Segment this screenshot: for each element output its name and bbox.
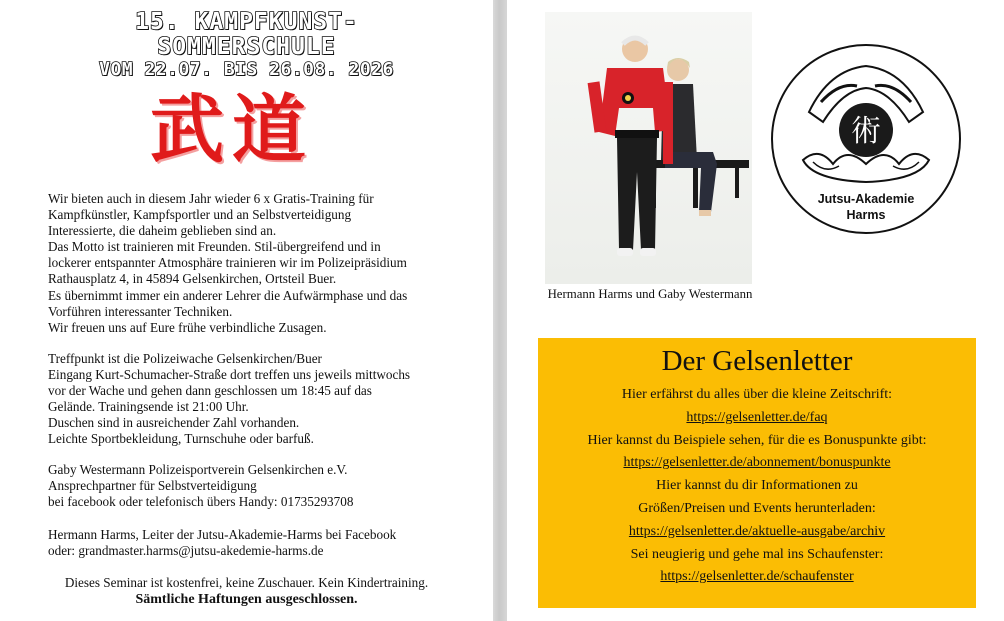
meeting-line: Duschen sind in ausreichender Zahl vorhanden. [48,415,300,431]
instructors-photo [545,12,752,284]
intro-line: Rathausplatz 4, in 45894 Gelsenkirchen, Ortsteil Buer. [48,271,337,287]
flyer-title-line-2: SOMMERSCHULE [157,34,336,60]
schaufenster-link[interactable]: https://gelsenletter.de/schaufenster [660,569,854,585]
intro-line: Es übernimmt immer ein anderer Lehrer die Aufwärmphase und das [48,287,408,303]
contact-line: bei facebook oder telefonisch übers Handy: 01735293708 [48,494,354,510]
right-page [507,0,1004,621]
contact-hermann-paragraph [48,527,468,559]
flyer-title-line-1: 15. KAMPFKUNST- [135,9,358,35]
meeting-point-paragraph [48,351,468,448]
flyer-date-range: VOM 22.07. BIS 26.08. 2026 [99,59,394,80]
bonuspunkte-link[interactable]: https://gelsenletter.de/abonnement/bonuspunkte [623,455,891,471]
meeting-line: Treffpunkt ist die Polizeiwache Gelsenkirchen/Buer [48,351,322,366]
logo-name: Jutsu-Akademie [817,192,915,206]
contact-line: Gaby Westermann Polizeisportverein Gelsenkirchen e.V. [48,462,348,477]
intro-line: Vorführen interessanter Techniken. [48,303,233,319]
budo-kanji: 武道 [150,87,314,173]
logo-symbol: 術 [851,114,881,149]
intro-paragraph [48,191,468,336]
meeting-line: vor der Wache und gehen dann geschlossen um 18:45 auf das [48,383,372,399]
intro-line: Wir bieten auch in diesem Jahr wieder 6 x Gratis-Training für [48,191,374,206]
meeting-line: Leichte Sportbekleidung, Turnschuhe oder barfuß. [48,431,314,447]
page-gutter [493,0,507,621]
intro-line: Interessierte, die daheim geblieben sind an. [48,223,277,239]
liability-disclaimer: Sämtliche Haftungen ausgeschlossen. [135,592,358,607]
contact-line: oder: grandmaster.harms@jutsu-akedemie-harms.de [48,543,324,559]
contact-line: Hermann Harms, Leiter der Jutsu-Akademie-Harms bei Facebook [48,527,397,542]
jutsu-akademie-logo [769,42,963,236]
gelsenletter-text: Hier kannst du Beispiele sehen, für die es Bonuspunkte gibt: [587,432,927,448]
gelsenletter-lines [538,384,976,589]
intro-line: lockerer entspannter Atmosphäre trainieren wir im Polizeipräsidium [48,255,407,271]
contact-gaby-paragraph [48,462,468,510]
contact-line: Ansprechpartner für Selbstverteidigung [48,478,257,494]
meeting-line: Gelände. Trainingsende ist 21:00 Uhr. [48,399,249,415]
gelsenletter-text: Hier kannst du dir Informationen zu [656,478,858,494]
budo-calligraphy [113,86,351,174]
left-page [0,0,493,621]
instructors-illustration [545,12,752,284]
gelsenletter-title: Der Gelsenletter [661,345,853,377]
archiv-link[interactable]: https://gelsenletter.de/aktuelle-ausgabe/archiv [628,523,886,539]
meeting-line: Eingang Kurt-Schumacher-Straße dort treffen uns jeweils mittwochs [48,367,411,383]
gelsenletter-text: Hier erfährst du alles über die kleine Zeitschrift: [621,387,893,402]
intro-line: Wir freuen uns auf Eure frühe verbindliche Zusagen. [48,319,327,335]
gelsenletter-text: Größen/Preisen und Events herunterladen: [638,500,876,516]
faq-link[interactable]: https://gelsenletter.de/faq [686,409,828,425]
logo-name-2: Harms [846,208,886,222]
intro-line: Das Motto ist trainieren mit Freunden. Stil-übergreifend und in [48,239,381,255]
gelsenletter-box [538,338,976,608]
intro-line: Kampfkünstler, Kampfsportler und an Selbstverteidigung [48,207,352,223]
flyer-footer [0,575,493,608]
photo-caption: Hermann Harms und Gaby Westermann [547,287,753,301]
footer-note: Dieses Seminar ist kostenfrei, keine Zuschauer. Kein Kindertraining. [64,575,429,590]
gelsenletter-text: Sei neugierig und gehe mal ins Schaufenster: [630,546,884,562]
